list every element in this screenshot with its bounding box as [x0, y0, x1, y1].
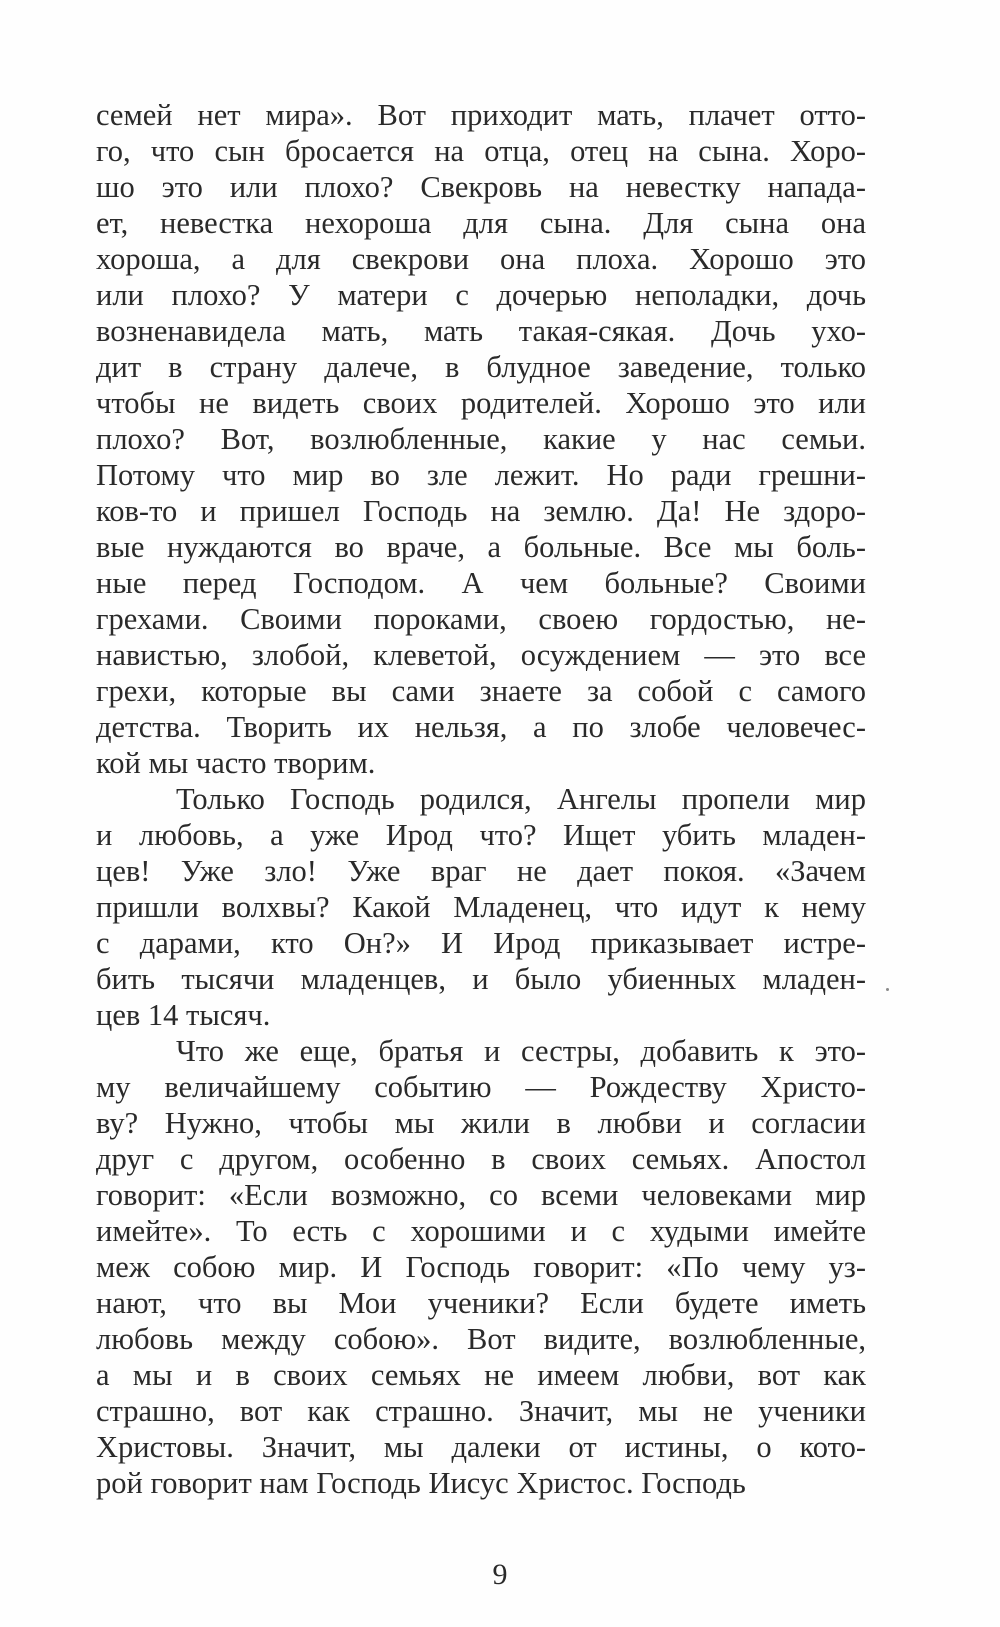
- text-line: с дарами, кто Он?» И Ирод приказывает истре-: [96, 926, 866, 960]
- text-line: детства. Творить их нельзя, а по злобе человечес-: [96, 710, 866, 744]
- text-line: ву? Нужно, чтобы мы жили в любви и согласии: [96, 1106, 866, 1140]
- text-line: нают, что вы Мои ученики? Если будете иметь: [96, 1286, 866, 1320]
- text-line: дит в страну далече, в блудное заведение, только: [96, 350, 866, 384]
- text-line: му величайшему событию — Рождеству Христо-: [96, 1070, 866, 1104]
- text-line: друг с другом, особенно в своих семьях. Апостол: [96, 1142, 866, 1176]
- text-line: кой мы часто творим.: [96, 746, 376, 780]
- text-line: ков-то и пришел Господь на землю. Да! Не здоро-: [96, 494, 866, 528]
- text-line: бить тысячи младенцев, и было убиенных младен-: [96, 962, 866, 996]
- text-line: хороша, а для свекрови она плоха. Хорошо это: [96, 242, 866, 276]
- text-line: навистью, злобой, клеветой, осуждением — это все: [96, 638, 866, 672]
- text-line: пришли волхвы? Какой Младенец, что идут к нему: [96, 890, 866, 924]
- paragraph: [96, 97, 866, 781]
- paragraph: [96, 1033, 866, 1501]
- text-line: меж собою мир. И Господь говорит: «По чему уз-: [96, 1250, 866, 1284]
- text-line: возненавидела мать, мать такая-сякая. Дочь ухо-: [96, 314, 866, 348]
- text-line: любовь между собою». Вот видите, возлюбленные,: [96, 1322, 866, 1356]
- text-line: Только Господь родился, Ангелы пропели мир: [176, 782, 866, 816]
- text-line: ные перед Господом. А чем больные? Своими: [96, 566, 866, 600]
- text-line: или плохо? У матери с дочерью неполадки, дочь: [96, 278, 866, 312]
- text-line: говорит: «Если возможно, со всеми человеками мир: [96, 1178, 866, 1212]
- text-line: и любовь, а уже Ирод что? Ищет убить младен-: [96, 818, 866, 852]
- print-speck: [886, 988, 889, 991]
- text-line: семей нет мира». Вот приходит мать, плачет отто-: [96, 98, 866, 132]
- page-number: 9: [492, 1558, 508, 1591]
- text-line: Что же еще, братья и сестры, добавить к это-: [176, 1034, 866, 1068]
- text-line: грехами. Своими пороками, своею гордостью, не-: [96, 602, 866, 636]
- text-line: цев! Уже зло! Уже враг не дает покоя. «Зачем: [96, 854, 866, 888]
- text-line: Потому что мир во зле лежит. Но ради грешни-: [96, 458, 866, 492]
- text-line: ет, невестка нехороша для сына. Для сына она: [96, 206, 866, 240]
- text-line: го, что сын бросается на отца, отец на сына. Хоро-: [96, 134, 866, 168]
- text-line: Христовы. Значит, мы далеки от истины, о кото-: [96, 1430, 866, 1464]
- text-line: рой говорит нам Господь Иисус Христос. Господь: [96, 1466, 746, 1500]
- text-line: а мы и в своих семьях не имеем любви, вот как: [96, 1358, 866, 1392]
- text-line: грехи, которые вы сами знаете за собой с самого: [96, 674, 866, 708]
- text-line: имейте». То есть с хорошими и с худыми имейте: [96, 1214, 866, 1248]
- body-text: [96, 97, 866, 1501]
- paragraph: [96, 781, 866, 1033]
- text-line: шо это или плохо? Свекровь на невестку напада-: [96, 170, 866, 204]
- text-line: чтобы не видеть своих родителей. Хорошо это или: [96, 386, 866, 420]
- text-line: плохо? Вот, возлюбленные, какие у нас семьи.: [96, 422, 866, 456]
- text-line: цев 14 тысяч.: [96, 998, 271, 1032]
- text-line: страшно, вот как страшно. Значит, мы не ученики: [96, 1394, 866, 1428]
- text-line: вые нуждаются во враче, а больные. Все мы боль-: [96, 530, 866, 564]
